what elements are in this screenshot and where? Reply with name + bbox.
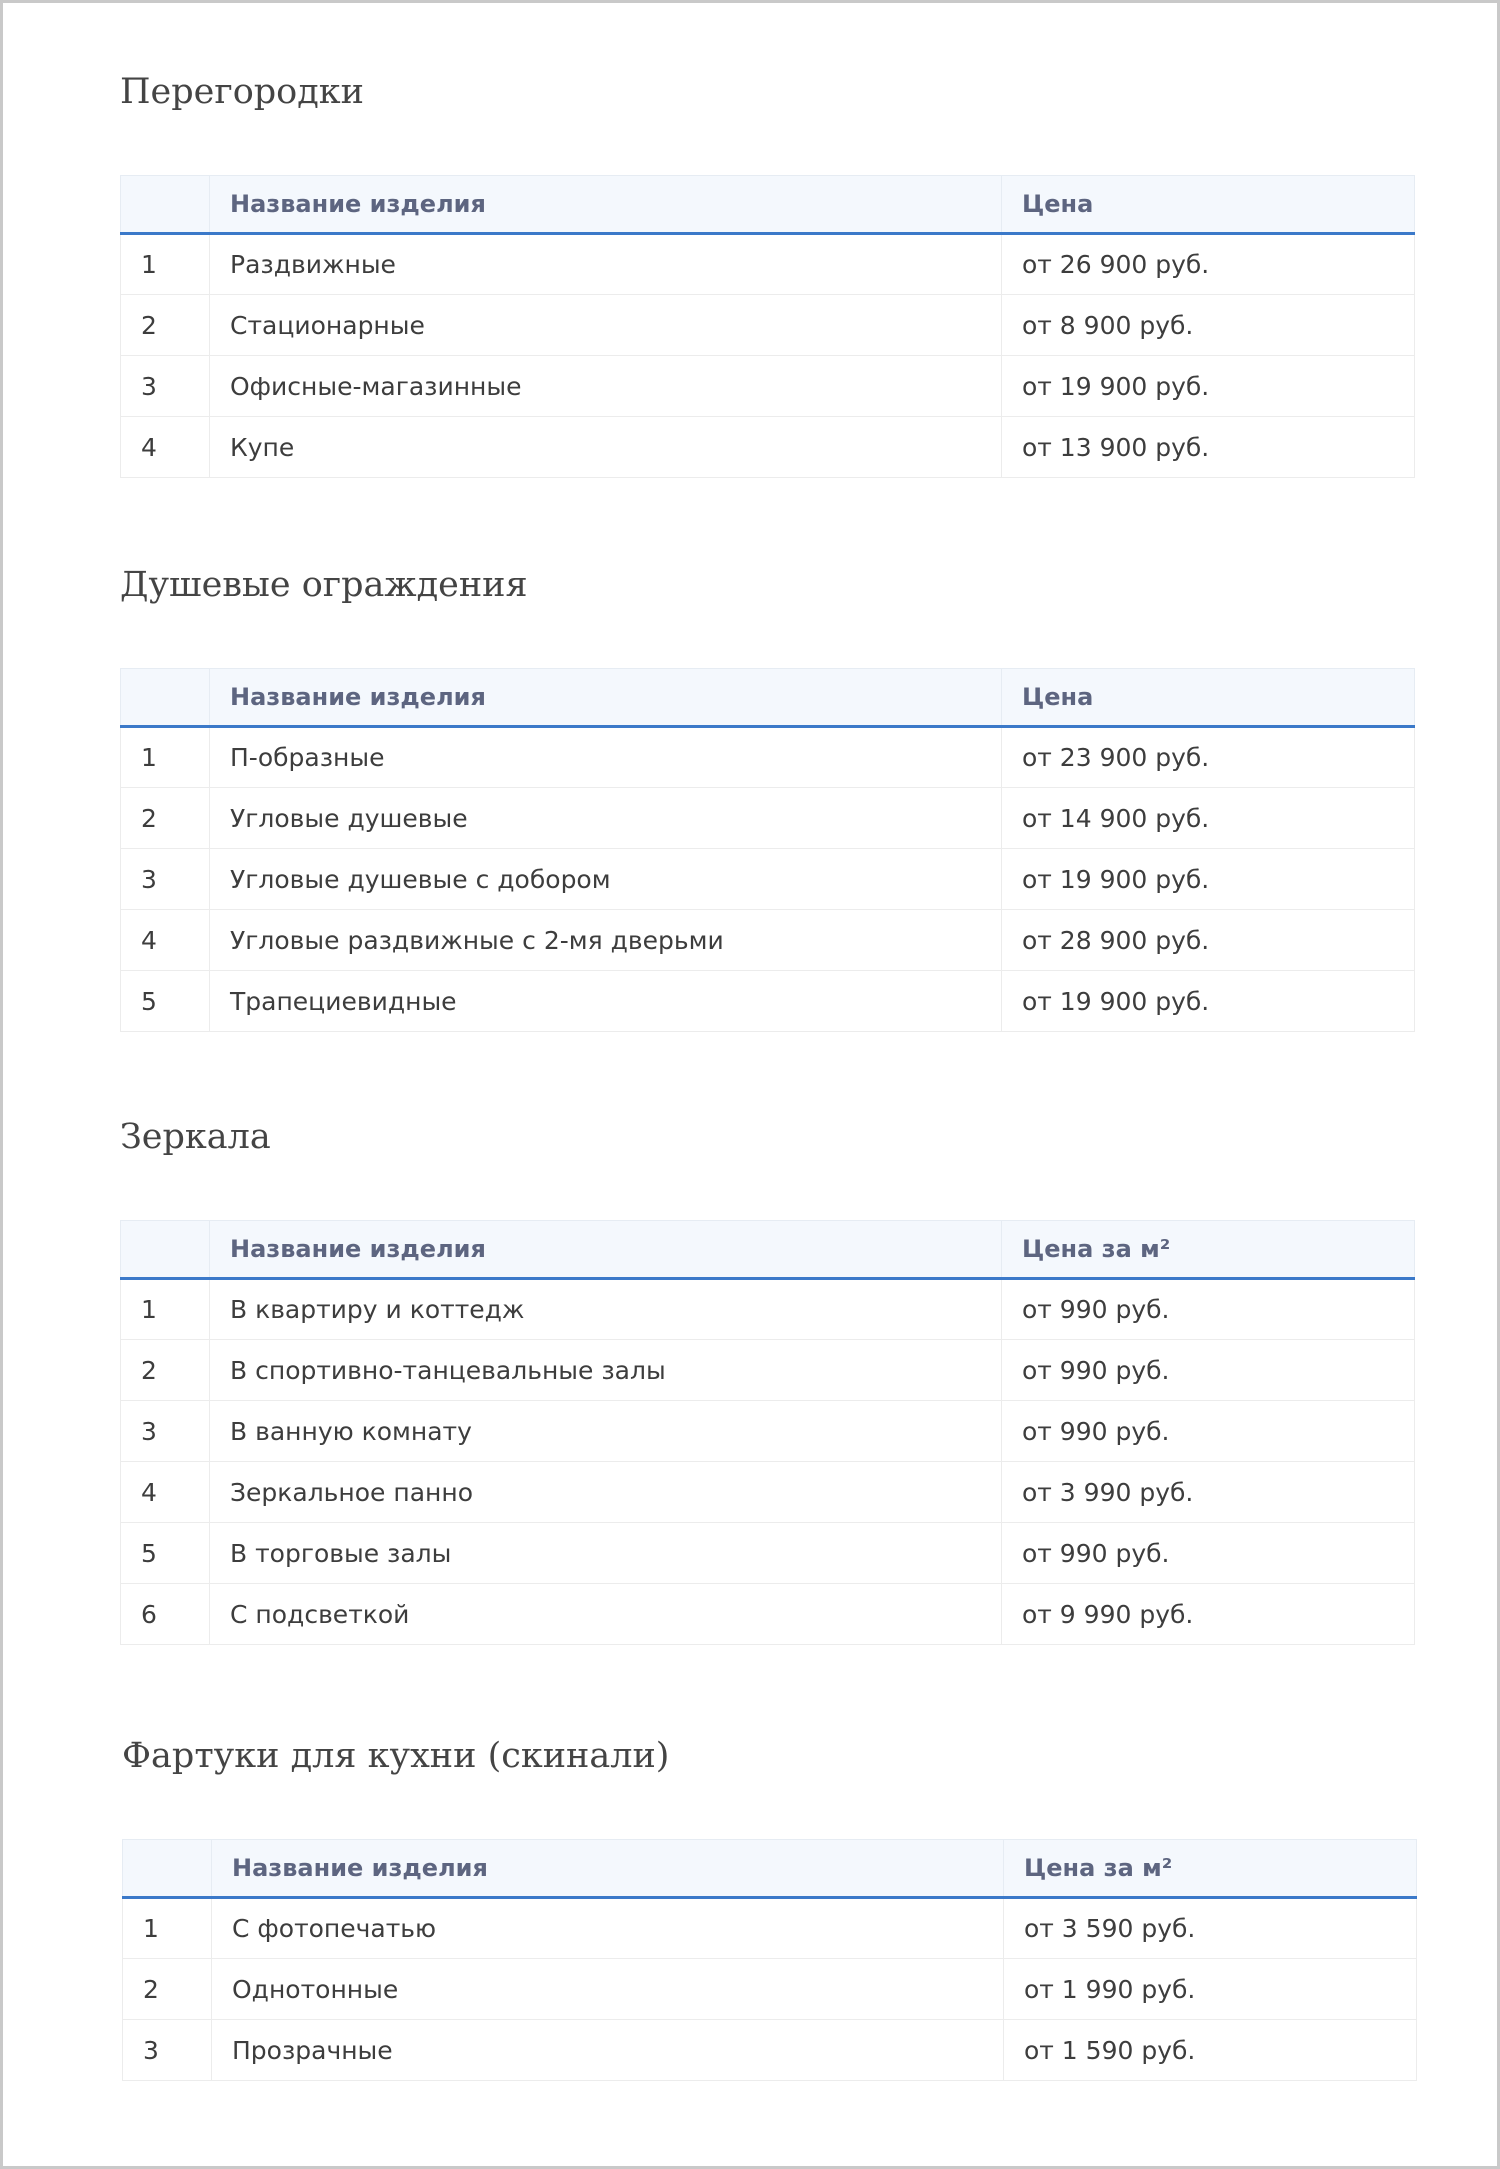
row-price: от 990 руб. (1002, 1340, 1415, 1401)
section-title: Зеркала (120, 1117, 271, 1157)
table-row (121, 1523, 1415, 1584)
row-name: Раздвижные (210, 234, 1002, 295)
header-name: Название изделия (210, 176, 1002, 234)
row-name: В квартиру и коттедж (210, 1279, 1002, 1340)
row-price: от 1 990 руб. (1004, 1959, 1417, 2020)
row-name: Прозрачные (212, 2020, 1004, 2081)
row-num: 1 (121, 234, 210, 295)
row-price: от 19 900 руб. (1002, 971, 1415, 1032)
row-num: 5 (121, 971, 210, 1032)
row-price: от 28 900 руб. (1002, 910, 1415, 971)
row-price: от 14 900 руб. (1002, 788, 1415, 849)
table-row (121, 1462, 1415, 1523)
row-num: 4 (121, 910, 210, 971)
row-name: Угловые раздвижные с 2-мя дверьми (210, 910, 1002, 971)
section-mirrors (120, 1117, 1414, 1629)
table-header-row (121, 176, 1415, 234)
table-row (121, 417, 1415, 478)
table-row (121, 356, 1415, 417)
price-table (120, 668, 1415, 1032)
row-price: от 13 900 руб. (1002, 417, 1415, 478)
table-row (121, 1340, 1415, 1401)
row-price: от 3 990 руб. (1002, 1462, 1415, 1523)
row-name: Угловые душевые с добором (210, 849, 1002, 910)
section-title: Фартуки для кухни (скинали) (122, 1736, 670, 1776)
row-price: от 26 900 руб. (1002, 234, 1415, 295)
price-table (120, 175, 1415, 478)
header-price: Цена (1002, 669, 1415, 727)
header-num (121, 669, 210, 727)
table-row (121, 1279, 1415, 1340)
row-num: 2 (123, 1959, 212, 2020)
row-name: С подсветкой (210, 1584, 1002, 1645)
row-name: Стационарные (210, 295, 1002, 356)
table-row (123, 1959, 1417, 2020)
table-row (121, 295, 1415, 356)
row-name: Зеркальное панно (210, 1462, 1002, 1523)
table-header-row (123, 1840, 1417, 1898)
header-num (123, 1840, 212, 1898)
row-num: 6 (121, 1584, 210, 1645)
row-name: С фотопечатью (212, 1898, 1004, 1959)
table-row (121, 788, 1415, 849)
price-table (120, 1220, 1415, 1645)
row-name: Трапециевидные (210, 971, 1002, 1032)
row-price: от 19 900 руб. (1002, 356, 1415, 417)
section-title: Душевые ограждения (120, 565, 528, 605)
row-num: 2 (121, 788, 210, 849)
section-shower-enclosures (120, 565, 1414, 1016)
row-num: 4 (121, 417, 210, 478)
price-table (122, 1839, 1417, 2081)
row-price: от 9 990 руб. (1002, 1584, 1415, 1645)
header-price: Цена за м² (1002, 1221, 1415, 1279)
row-num: 2 (121, 295, 210, 356)
row-price: от 8 900 руб. (1002, 295, 1415, 356)
row-num: 5 (121, 1523, 210, 1584)
row-name: В ванную комнату (210, 1401, 1002, 1462)
table-row (121, 849, 1415, 910)
row-price: от 3 590 руб. (1004, 1898, 1417, 1959)
table-row (121, 727, 1415, 788)
row-name: Угловые душевые (210, 788, 1002, 849)
row-num: 1 (123, 1898, 212, 1959)
row-name: В спортивно-танцевальные залы (210, 1340, 1002, 1401)
table-row (121, 1401, 1415, 1462)
row-num: 2 (121, 1340, 210, 1401)
table-row (121, 971, 1415, 1032)
row-num: 3 (121, 1401, 210, 1462)
header-price: Цена за м² (1004, 1840, 1417, 1898)
table-row (123, 2020, 1417, 2081)
row-name: Однотонные (212, 1959, 1004, 2020)
row-price: от 990 руб. (1002, 1279, 1415, 1340)
row-price: от 1 590 руб. (1004, 2020, 1417, 2081)
row-name: Офисные-магазинные (210, 356, 1002, 417)
header-name: Название изделия (210, 669, 1002, 727)
row-name: В торговые залы (210, 1523, 1002, 1584)
section-kitchen-backsplashes (122, 1736, 1416, 2065)
header-num (121, 176, 210, 234)
row-price: от 990 руб. (1002, 1523, 1415, 1584)
row-price: от 23 900 руб. (1002, 727, 1415, 788)
row-name: Купе (210, 417, 1002, 478)
row-num: 1 (121, 727, 210, 788)
header-name: Название изделия (212, 1840, 1004, 1898)
header-name: Название изделия (210, 1221, 1002, 1279)
row-num: 3 (123, 2020, 212, 2081)
table-header-row (121, 1221, 1415, 1279)
row-num: 3 (121, 849, 210, 910)
row-num: 1 (121, 1279, 210, 1340)
section-partitions (120, 72, 1414, 462)
row-price: от 19 900 руб. (1002, 849, 1415, 910)
row-name: П-образные (210, 727, 1002, 788)
header-price: Цена (1002, 176, 1415, 234)
table-row (121, 910, 1415, 971)
header-num (121, 1221, 210, 1279)
row-price: от 990 руб. (1002, 1401, 1415, 1462)
row-num: 4 (121, 1462, 210, 1523)
table-row (123, 1898, 1417, 1959)
table-header-row (121, 669, 1415, 727)
section-title: Перегородки (120, 72, 364, 112)
row-num: 3 (121, 356, 210, 417)
table-row (121, 234, 1415, 295)
table-row (121, 1584, 1415, 1645)
